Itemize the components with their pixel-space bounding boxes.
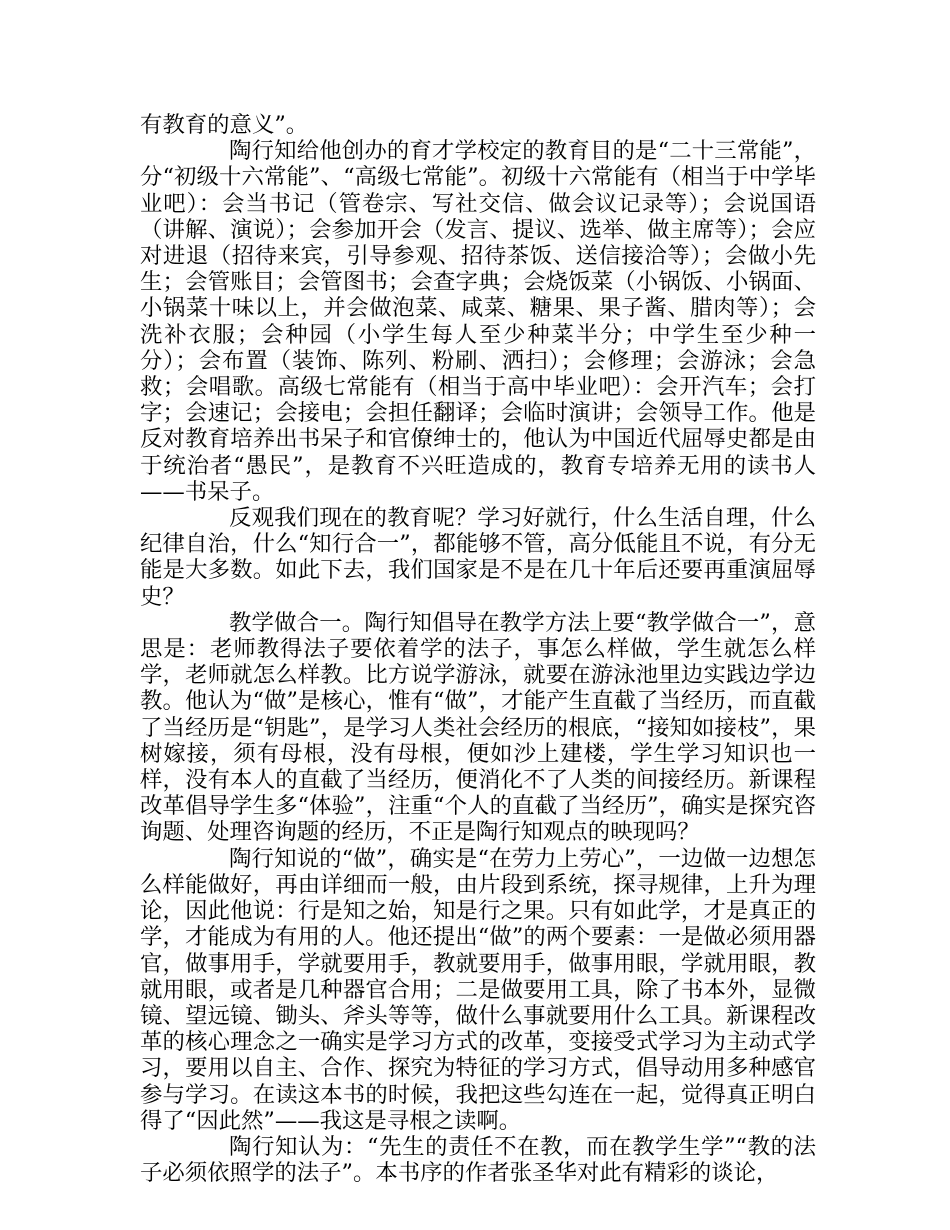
paragraph-continuation: 有教育的意义”。 bbox=[140, 112, 309, 138]
paragraph-current-education: 反观我们现在的教育呢？学习好就行，什么生活自理，什么纪律自治，什么“知行合一”，都能够不管，高分低能且不说，有分无能是大多数。如此下去，我们国家是不是在几十年后还要再重演屈辱史？ bbox=[140, 505, 816, 610]
paragraph-doing: 陶行知说的“做”，确实是“在劳力上劳心”，一边做一边想怎么样能做好，再由详细而一般，由片段到系统，探寻规律，上升为理论，因此他说：行是知之始，知是行之果。只有如此学，才是真正的学，才能成为有用的人。他还提出“做”的两个要素：一是做必须用器官，做事用手，学就要用手，教就要用手，做事用眼，学就用眼，教就用眼，或者是几种器官合用；二是做要用工具，除了书本外，显微镜、望远镜、锄头、斧头等等，做什么事就要用什么工具。新课程改革的核心理念之一确实是学习方式的改革，变接受式学习为主动式学习，要用以自主、合作、探究为特征的学习方式，倡导动用多种感官参与学习。在读这本书的时候，我把这些勾连在一起，觉得真正明白得了“因此然”——我这是寻根之读啊。 bbox=[140, 845, 816, 1134]
document-body bbox=[140, 112, 816, 1186]
paragraph-teacher-responsibility: 陶行知认为：“先生的责任不在教，而在教学生学”“教的法子必须依照学的法子”。本书序的作者张圣华对此有精彩的谈论， bbox=[140, 1133, 816, 1187]
paragraph-twenty-three-abilities: 陶行知给他创办的育才学校定的教育目的是“二十三常能”，分“初级十六常能”、“高级七常能”。初级十六常能有（相当于中学毕业吧）：会当书记（管卷宗、写社交信、做会议记录等）；会说国语（讲解、演说）；会参加开会（发言、提议、选举、做主席等）；会应对进退（招待来宾，引导参观、招待茶饭、送信接洽等）；会做小先生；会管账目；会管图书；会查字典；会烧饭菜（小锅饭、小锅面、小锅菜十味以上，并会做泡菜、咸菜、糖果、果子酱、腊肉等）；会洗补衣服；会种园（小学生每人至少种菜半分；中学生至少种一分）；会布置（装饰、陈列、粉刷、洒扫）；会修理；会游泳；会急救；会唱歌。高级七常能有（相当于高中毕业吧）：会开汽车；会打字；会速记；会接电；会担任翻译；会临时演讲；会领导工作。他是反对教育培养出书呆子和官僚绅士的，他认为中国近代屈辱史都是由于统治者“愚民”，是教育不兴旺造成的，教育专培养无用的读书人——书呆子。 bbox=[140, 138, 816, 505]
paragraph-teach-learn-do: 教学做合一。陶行知倡导在教学方法上要“教学做合一”，意思是：老师教得法子要依着学的法子，事怎么样做，学生就怎么样学，老师就怎么样教。比方说学游泳，就要在游泳池里边实践边学边教。他认为“做”是核心，惟有“做”，才能产生直截了当经历，而直截了当经历是“钥匙”，是学习人类社会经历的根底，“接知如接枝”，果树嫁接，须有母根，没有母根，便如沙上建楼，学生学习知识也一样，没有本人的直截了当经历，便消化不了人类的间接经历。新课程改革倡导学生多“体验”，注重“个人的直截了当经历”，确实是探究咨询题、处理咨询题的经历，不正是陶行知观点的映现吗？ bbox=[140, 609, 816, 846]
